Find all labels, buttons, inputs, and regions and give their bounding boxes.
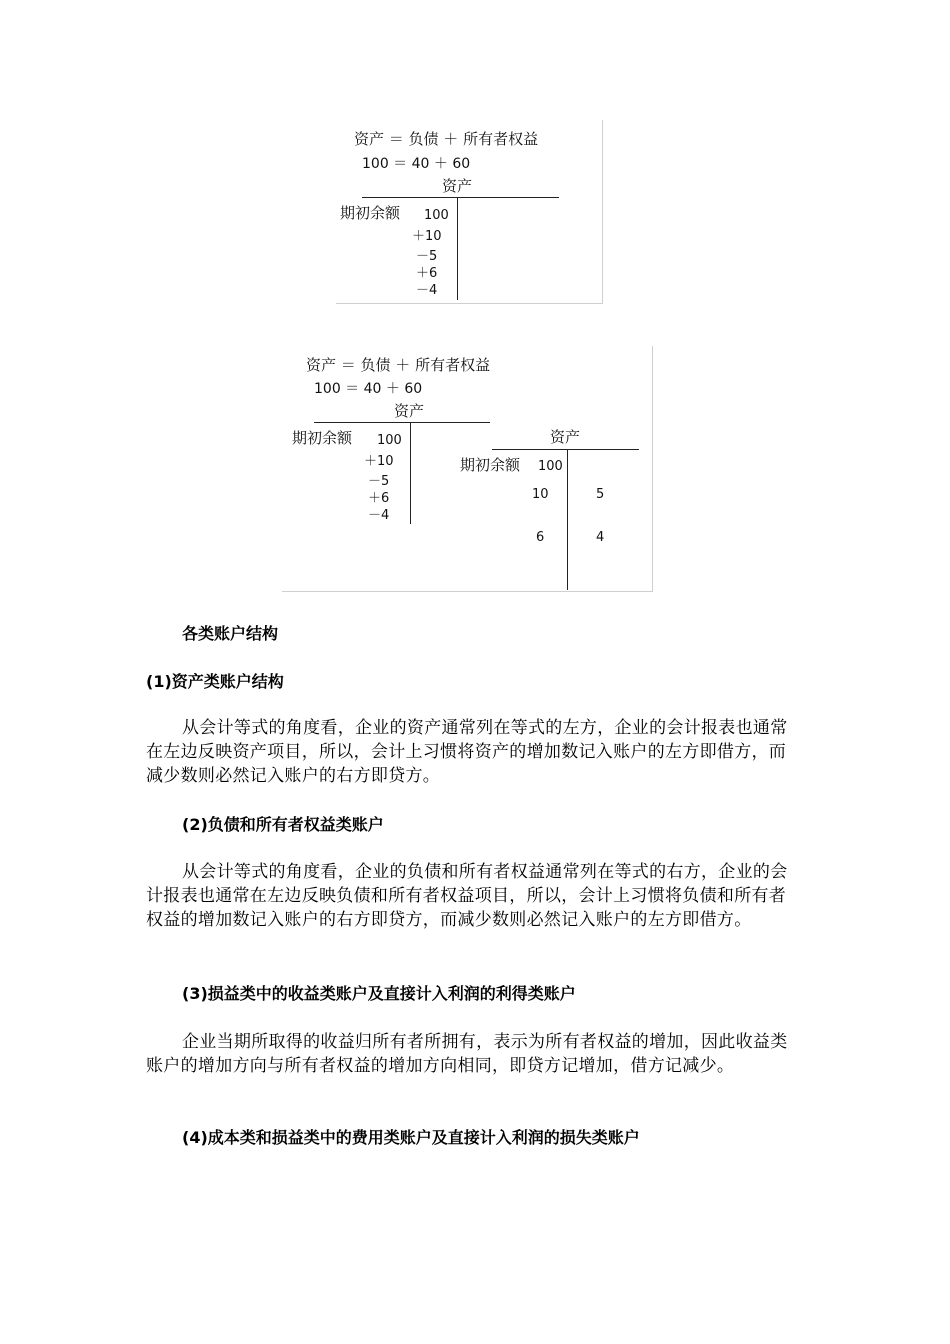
t-account-figure-1: [336, 120, 604, 304]
heading-asset-accounts: (1)资产类账户结构: [146, 672, 284, 691]
debit-entry: 6: [536, 530, 545, 545]
figure-border: [336, 303, 603, 304]
entry: －4: [416, 283, 438, 298]
opening-balance-value: 100: [424, 208, 449, 223]
equation-values: 100 ＝ 40 ＋ 60: [314, 381, 423, 397]
account-title: 资产: [442, 177, 473, 195]
account-title: 资产: [550, 428, 581, 446]
t-account-figure-2: [282, 346, 654, 592]
equation-text: 资产 ＝ 负债 ＋ 所有者权益: [306, 356, 491, 374]
t-account-top-line: [314, 422, 490, 423]
entry: －4: [368, 508, 390, 523]
heading-expense-accounts: (4)成本类和损益类中的费用类账户及直接计入利润的损失类账户: [182, 1128, 640, 1147]
t-account-top-line: [492, 449, 639, 450]
entry: －5: [368, 474, 390, 489]
figure-border: [652, 346, 653, 592]
opening-balance-label: 期初余额: [292, 429, 353, 447]
entry: ＋10: [412, 229, 442, 244]
paragraph-revenue-accounts: 企业当期所取得的收益归所有者所拥有，表示为所有者权益的增加，因此收益类账户的增加方向与所有者权益的增加方向相同，即贷方记增加，借方记减少。: [146, 1032, 788, 1076]
equation-values: 100 ＝ 40 ＋ 60: [362, 156, 471, 172]
t-account-divider: [457, 197, 458, 300]
opening-balance-label: 期初余额: [460, 456, 521, 474]
paragraph-asset-accounts: 从会计等式的角度看，企业的资产通常列在等式的左方，企业的会计报表也通常在左边反映资产项目，所以，会计上习惯将资产的增加数记入账户的左方即借方，而减少数则必然记入账户的右方即贷方。: [146, 718, 788, 786]
entry: ＋6: [416, 266, 438, 281]
paragraph-liability-equity-accounts: 从会计等式的角度看，企业的负债和所有者权益通常列在等式的右方，企业的会计报表也通常在左边反映负债和所有者权益项目，所以，会计上习惯将负债和所有者权益的增加数记入账户的右方即贷方，而减少数则必然记入账户的左方即借方。: [146, 862, 788, 930]
heading-liability-equity-accounts: (2)负债和所有者权益类账户: [182, 815, 384, 834]
entry: ＋10: [364, 454, 394, 469]
t-account-divider: [410, 422, 411, 524]
equation-text: 资产 ＝ 负债 ＋ 所有者权益: [354, 130, 539, 148]
credit-entry: 5: [596, 487, 605, 502]
section-title: 各类账户结构: [182, 624, 279, 643]
account-title: 资产: [394, 402, 425, 420]
entry: －5: [416, 249, 438, 264]
figure-border: [602, 120, 603, 304]
credit-entry: 4: [596, 530, 605, 545]
t-account-top-line: [362, 197, 559, 198]
figure-border: [282, 591, 653, 592]
debit-entry: 10: [532, 487, 549, 502]
entry: ＋6: [368, 491, 390, 506]
opening-balance-label: 期初余额: [340, 204, 401, 222]
heading-revenue-accounts: (3)损益类中的收益类账户及直接计入利润的利得类账户: [182, 984, 576, 1003]
opening-balance-value: 100: [538, 459, 563, 474]
opening-balance-value: 100: [377, 433, 402, 448]
t-account-divider: [567, 449, 568, 590]
